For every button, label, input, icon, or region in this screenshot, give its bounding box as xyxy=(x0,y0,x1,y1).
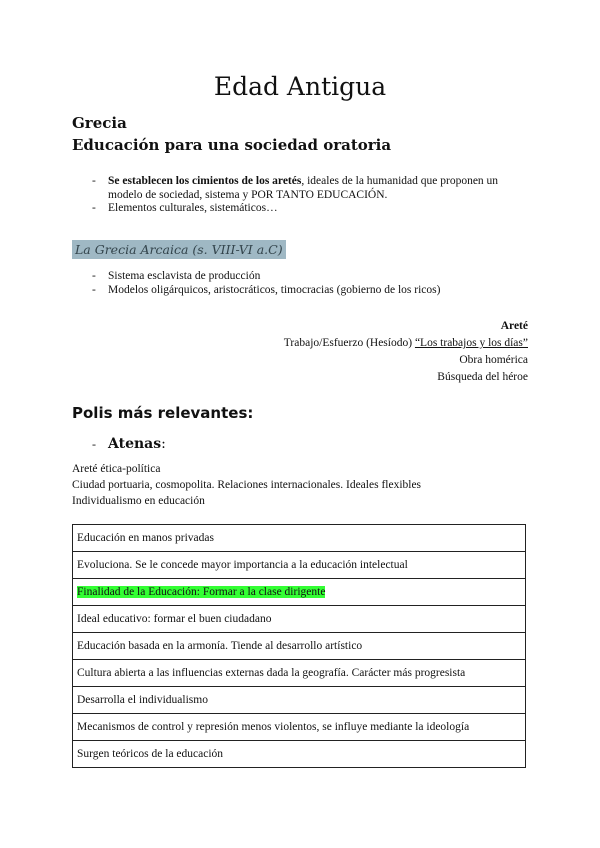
arete-line-trabajo xyxy=(284,335,528,352)
table-row xyxy=(73,741,526,768)
table-cell: Educación basada en la armonía. Tiende al desarrollo artístico xyxy=(73,633,526,660)
table-row xyxy=(73,552,526,579)
heading-grecia: Grecia xyxy=(72,114,127,132)
table-cell: Ideal educativo: formar el buen ciudadano xyxy=(73,606,526,633)
list-item: - Sistema esclavista de producción xyxy=(92,270,532,284)
list-item-text: , ideales de la humanidad que proponen un modelo de sociedad, sistema y POR TANTO EDUCACIÓN. xyxy=(108,175,499,201)
page-title: Edad Antigua xyxy=(213,72,387,101)
table-cell: Surgen teóricos de la educación xyxy=(73,741,526,768)
highlighted-text: Finalidad de la Educación: Formar a la clase dirigente xyxy=(77,586,326,598)
table-row xyxy=(73,687,526,714)
atenas-table xyxy=(72,524,526,768)
table-cell: Mecanismos de control y represión menos violentos, se influye mediante la ideología xyxy=(73,714,526,741)
list-item: - Modelos oligárquicos, aristocráticos, timocracias (gobierno de los ricos) xyxy=(92,284,532,298)
atenas-name: Atenas xyxy=(108,436,162,452)
arcaica-heading: La Grecia Arcaica (s. VIII-VI a.C) xyxy=(72,240,286,259)
atenas-line: Ciudad portuaria, cosmopolita. Relaciones internacionales. Ideales flexibles xyxy=(72,479,422,491)
atenas-colon: : xyxy=(161,436,166,452)
arete-title: Areté xyxy=(500,320,528,332)
table-row xyxy=(73,714,526,741)
atenas-dash: - xyxy=(92,437,96,451)
list-item: - Elementos culturales, sistemáticos… xyxy=(92,202,532,216)
heading-educacion: Educación para una sociedad oratoria xyxy=(72,136,392,154)
arcaica-list xyxy=(92,270,532,297)
arete-line-heroe: Búsqueda del héroe xyxy=(437,371,528,383)
table-row xyxy=(73,633,526,660)
polis-heading: Polis más relevantes: xyxy=(72,404,254,422)
atenas-line: Areté ética-política xyxy=(72,463,161,475)
atenas-heading xyxy=(92,436,166,452)
table-cell: Evoluciona. Se le concede mayor importancia a la educación intelectual xyxy=(73,552,526,579)
arete-line-obra: Obra homérica xyxy=(459,354,528,366)
arete-line-prefix: Trabajo/Esfuerzo (Hesíodo) xyxy=(283,337,415,349)
list-item-bold: Se establecen los cimientos de los aretés xyxy=(108,175,302,187)
arete-book-link[interactable]: “Los trabajos y los días” xyxy=(414,337,528,349)
table-cell: Cultura abierta a las influencias externas dada la geografía. Carácter más progresista xyxy=(73,660,526,687)
list-item xyxy=(92,175,532,202)
atenas-line: Individualismo en educación xyxy=(72,495,205,507)
table-cell: Educación en manos privadas xyxy=(73,525,526,552)
table-cell xyxy=(73,579,526,606)
table-row xyxy=(73,660,526,687)
table-row xyxy=(73,579,526,606)
intro-list xyxy=(92,175,532,216)
arete-block xyxy=(284,318,528,386)
table-row xyxy=(73,525,526,552)
table-row xyxy=(73,606,526,633)
atenas-lines xyxy=(72,461,421,509)
table-cell: Desarrolla el individualismo xyxy=(73,687,526,714)
